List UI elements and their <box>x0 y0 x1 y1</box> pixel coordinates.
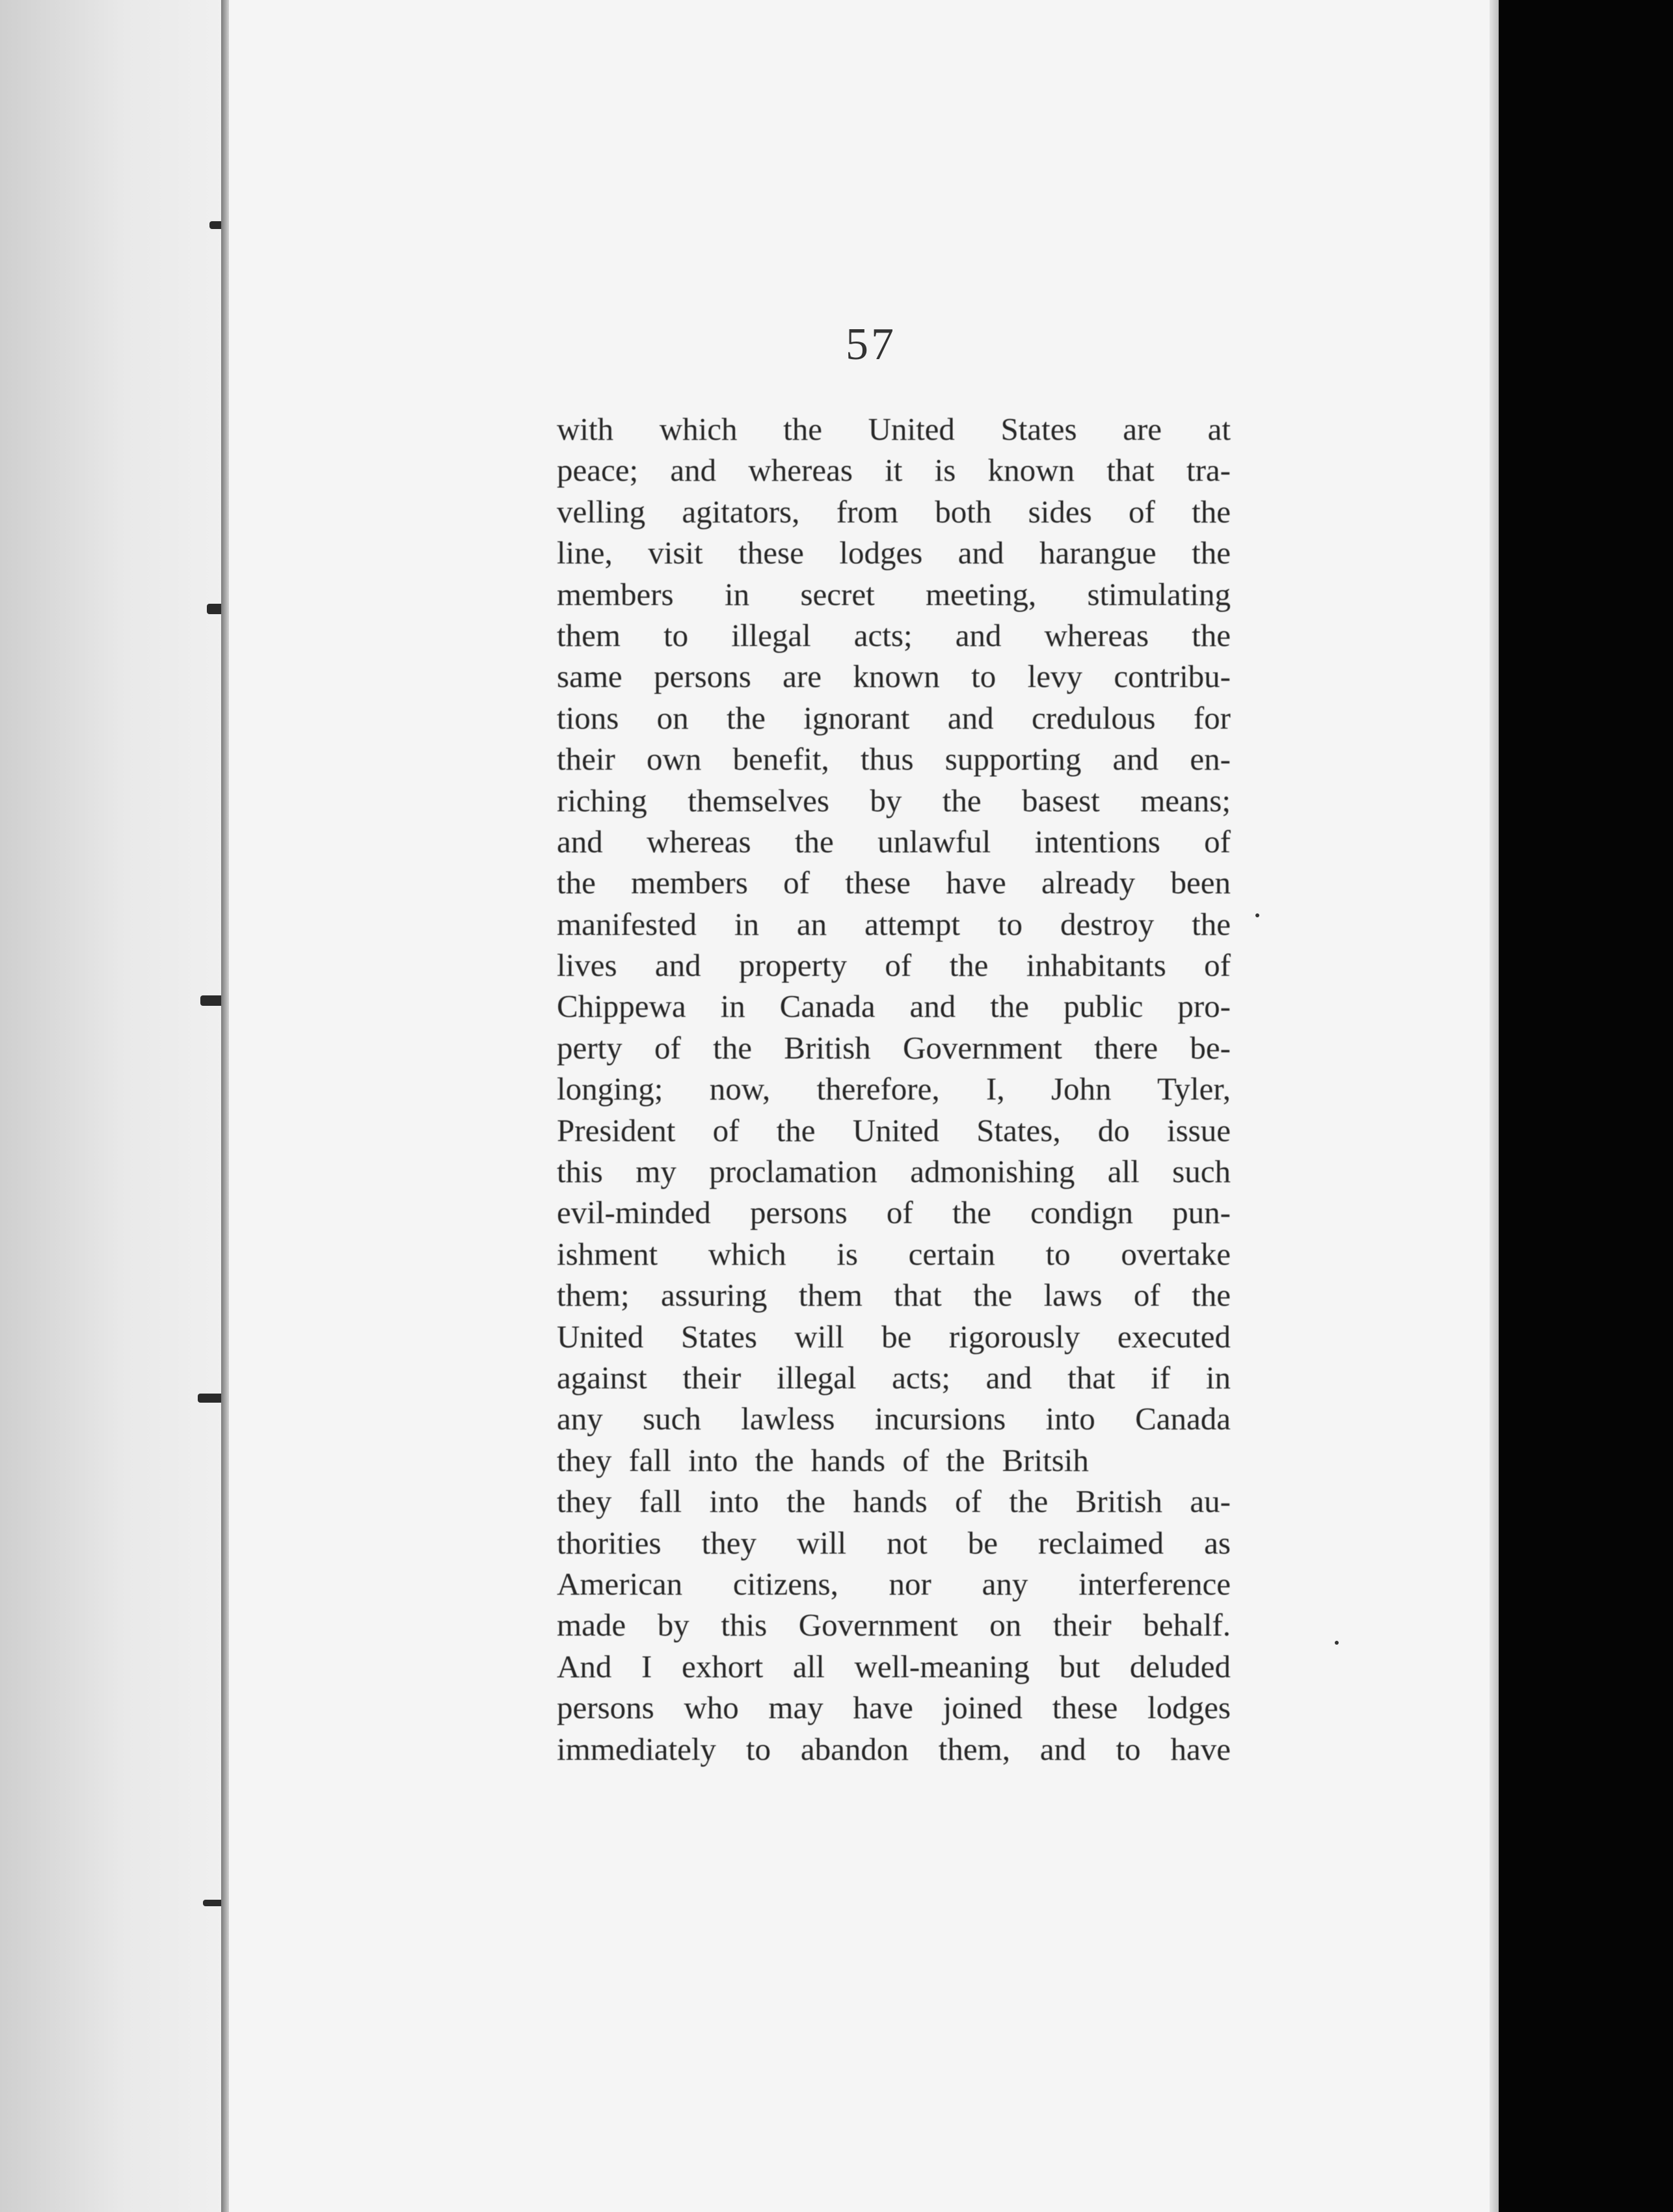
text-line: President of the United States, do issue <box>557 1112 1231 1148</box>
text-line: them to illegal acts; and whereas the <box>557 617 1231 653</box>
text-line: them; assuring them that the laws of the <box>557 1277 1231 1314</box>
scan-border <box>1499 0 1673 2212</box>
text-line: riching themselves by the basest means; <box>557 782 1231 818</box>
text-line: perty of the British Government there be- <box>557 1029 1231 1066</box>
text-line: American citizens, nor any interference <box>557 1565 1231 1602</box>
page-edge <box>1490 0 1499 2212</box>
text-line: And I exhort all well-meaning but deluded <box>557 1648 1231 1684</box>
text-line: their own benefit, thus supporting and en- <box>557 741 1231 777</box>
text-line: line, visit these lodges and harangue the <box>557 535 1231 571</box>
text-line: they fall into the hands of the Britsih <box>557 1442 1089 1478</box>
text-line: and whereas the unlawful intentions of <box>557 823 1231 859</box>
text-line: members in secret meeting, stimulating <box>557 576 1231 612</box>
text-line: tions on the ignorant and credulous for <box>557 699 1231 736</box>
scan-speck <box>1335 1641 1339 1645</box>
text-line: evil-minded persons of the condign pun- <box>557 1194 1231 1231</box>
text-line: the members of these have already been <box>557 865 1231 901</box>
text-line: made by this Government on their behalf. <box>557 1607 1231 1643</box>
text-line: ishment which is certain to overtake <box>557 1235 1231 1272</box>
text-line: longing; now, therefore, I, John Tyler, <box>557 1071 1231 1107</box>
text-line: velling agitators, from both sides of the <box>557 493 1231 530</box>
text-line: this my proclamation admonishing all such <box>557 1153 1231 1190</box>
text-line: manifested in an attempt to destroy the <box>557 906 1231 942</box>
text-line: United States will be rigorously executed <box>557 1318 1231 1355</box>
text-line: persons who may have joined these lodges <box>557 1690 1231 1726</box>
text-line: immediately to abandon them, and to have <box>557 1731 1231 1767</box>
text-line: thorities they will not be reclaimed as <box>557 1524 1231 1561</box>
text-line: they fall into the hands of the British au- <box>557 1483 1231 1520</box>
text-line: Chippewa in Canada and the public pro- <box>557 988 1231 1025</box>
page-number: 57 <box>846 319 896 370</box>
scan-speck <box>1255 913 1259 917</box>
text-line: same persons are known to levy contribu- <box>557 658 1231 695</box>
text-line: against their illegal acts; and that if in <box>557 1359 1231 1396</box>
text-line: lives and property of the inhabitants of <box>557 947 1231 984</box>
text-line: with which the United States are at <box>557 411 1231 447</box>
text-line: peace; and whereas it is known that tra- <box>557 452 1231 489</box>
facing-page-edge <box>0 0 228 2212</box>
body-text <box>557 409 1231 1770</box>
text-line: any such lawless incursions into Canada <box>557 1401 1231 1437</box>
